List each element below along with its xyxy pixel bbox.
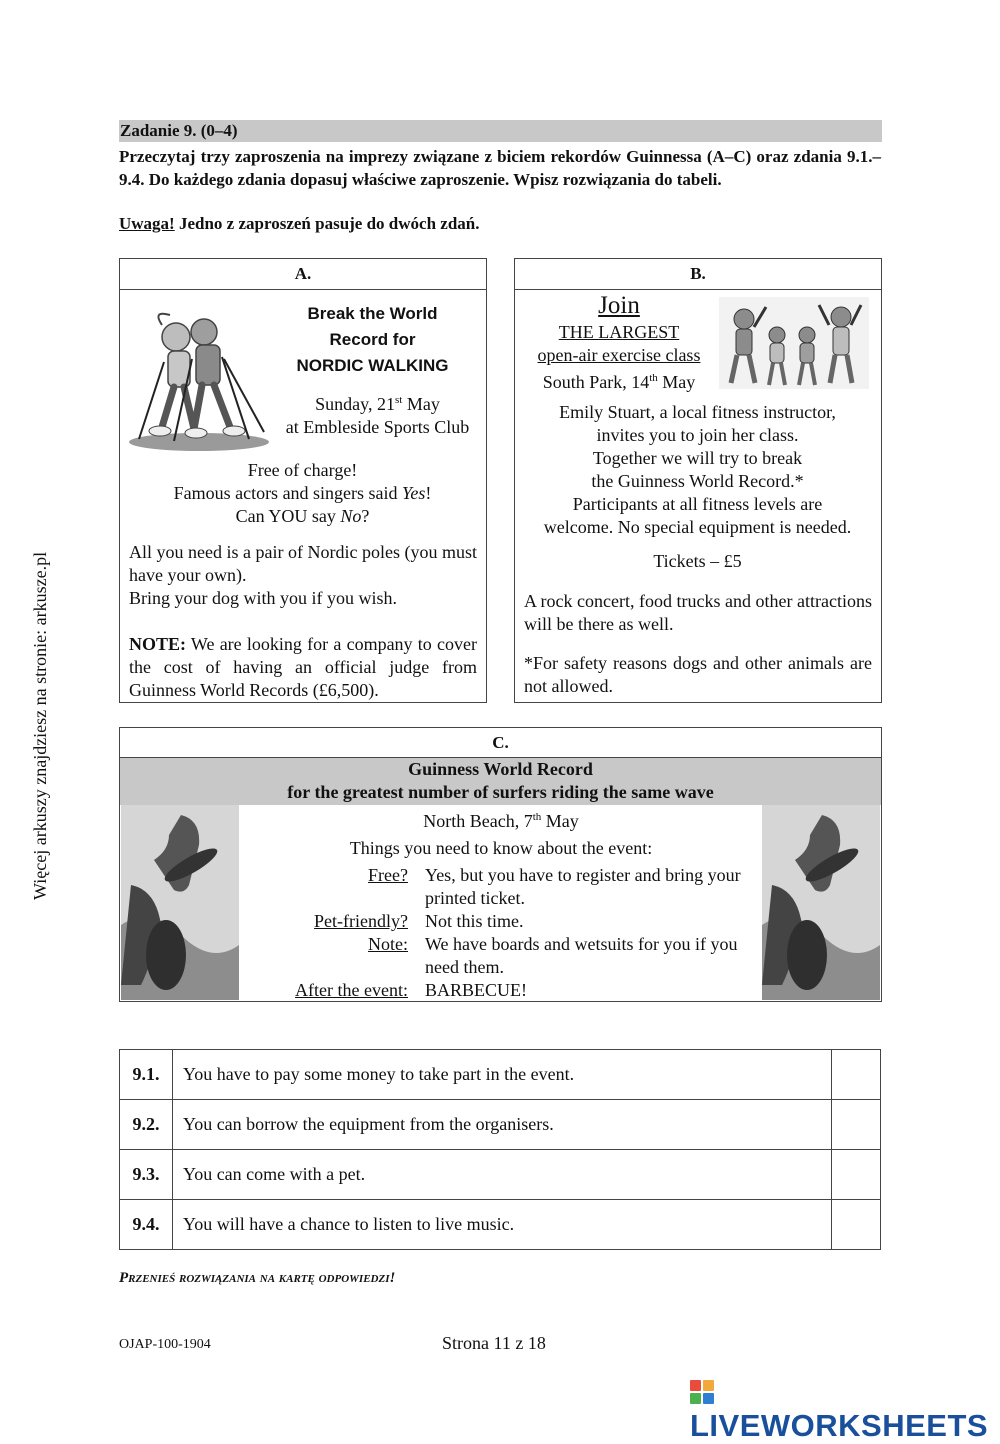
a-place: at Embleside Sports Club [285,417,470,437]
task-note [119,214,480,234]
invitation-b [514,258,882,703]
c-row-key: Pet-friendly? [314,911,408,931]
c-row [240,864,762,910]
a-title-line-2: Record for [329,330,416,349]
c-row-value: Yes, but you have to register and bring your printed ticket. [425,865,741,908]
table-row [120,1150,881,1200]
question-number: 9.2. [120,1100,173,1150]
question-text: You have to pay some money to take part in the event. [173,1050,832,1100]
c-place: North Beach, 7th May [423,811,579,831]
note-text: Jedno z zaproszeń pasuje do dwóch zdań. [174,214,480,233]
logo-icon [690,1380,714,1404]
b-line-4: the Guinness World Record.* [591,471,804,491]
c-row [240,979,762,1002]
exercise-class-image [719,297,869,389]
c-intro: Things you need to know about the event: [349,838,653,858]
a-can-you: Can YOU say No? [235,506,370,526]
c-row [240,910,762,933]
invitation-a-label: A. [120,259,486,290]
question-number: 9.1. [120,1050,173,1100]
answer-cell[interactable] [832,1150,881,1200]
table-row [120,1050,881,1100]
exam-code: OJAP-100-1904 [119,1337,211,1352]
question-text: You can come with a pet. [173,1150,832,1200]
b-line-5: Participants at all fitness levels are [572,494,823,514]
surfer-image-right [762,805,880,1000]
b-line-2: invites you to join her class. [596,425,799,445]
a-title-line-3: NORDIC WALKING [296,356,449,375]
c-row-key: After the event: [295,980,408,1000]
b-class: open-air exercise class [537,345,701,365]
b-line-3: Together we will try to break [592,448,803,468]
a-need: All you need is a pair of Nordic poles (you must have your own). [129,542,477,585]
table-row [120,1200,881,1250]
task-title: Zadanie 9. (0–4) [119,120,882,142]
sidebar-link-text: Więcej arkuszy znajdziesz na stronie: arkusze.pl [30,551,50,900]
c-row-value: We have boards and wetsuits for you if you need them. [425,934,738,977]
c-row-value: Not this time. [425,911,524,931]
nordic-walkers-image [124,307,274,452]
answer-cell[interactable] [832,1050,881,1100]
task-instruction: Przeczytaj trzy zaproszenia na imprezy związane z biciem rekordów Guinnessa (A–C) oraz zdania 9.1.–9.4. Do każdego zdania dopasuj właściwe zaproszenie. Wpisz rozwiązania do tabeli. [119,147,881,189]
question-text: You can borrow the equipment from the organisers. [173,1100,832,1150]
a-note: NOTE: We are looking for a company to cover the cost of having an official judge from Guinness World Records (£6,500). [129,634,477,700]
note-label: Uwaga! [119,214,175,233]
invitation-a [119,258,487,703]
a-title-line-1: Break the World [307,304,438,323]
b-line-6: welcome. No special equipment is needed. [543,517,852,537]
answer-table [119,1049,881,1250]
c-title-line-2: for the greatest number of surfers riding the same wave [287,782,714,802]
b-safety: *For safety reasons dogs and other animals are not allowed. [524,653,872,696]
answer-cell[interactable] [832,1200,881,1250]
invitation-c-label: C. [120,728,881,758]
page-number: Strona 11 z 18 [442,1333,546,1353]
c-row [240,933,762,979]
b-largest: THE LARGEST [558,322,680,342]
b-place: South Park, 14th May [542,372,696,392]
table-row [120,1100,881,1150]
c-title-line-1: Guinness World Record [408,759,593,779]
question-text: You will have a chance to listen to live music. [173,1200,832,1250]
c-row-value: BARBECUE! [425,980,528,1000]
b-tickets: Tickets – £5 [653,551,742,571]
a-dog: Bring your dog with you if you wish. [129,588,397,608]
surfer-image-left [121,805,239,1000]
b-join: Join [598,292,640,319]
a-free: Free of charge! [247,460,358,480]
c-row-key: Free? [368,865,408,885]
b-concert: A rock concert, food trucks and other attractions will be there as well. [524,591,872,634]
liveworksheets-logo[interactable] [690,1372,1000,1444]
invitation-c [119,727,882,1002]
a-date: Sunday, 21st May [315,394,440,414]
c-row-key: Note: [368,934,408,954]
a-famous: Famous actors and singers said Yes! [173,483,432,503]
question-number: 9.3. [120,1150,173,1200]
question-number: 9.4. [120,1200,173,1250]
brand-text: LIVEWORKSHEETS [690,1408,989,1443]
b-line-1: Emily Stuart, a local fitness instructor, [559,402,836,422]
transfer-note: Przenieś rozwiązania na kartę odpowiedzi! [119,1270,396,1286]
answer-cell[interactable] [832,1100,881,1150]
invitation-b-label: B. [515,259,881,290]
